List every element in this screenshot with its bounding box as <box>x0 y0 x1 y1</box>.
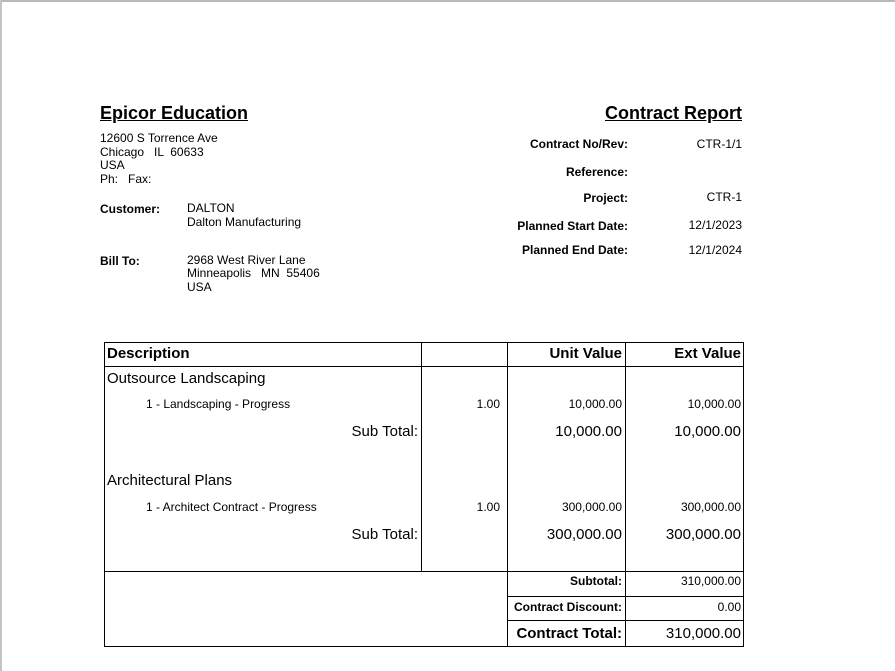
table-rule <box>507 620 744 621</box>
line-item-qty: 1.00 <box>476 397 500 411</box>
totals-subtotal-label: Subtotal: <box>570 574 622 588</box>
project-value: CTR-1 <box>706 190 742 204</box>
subtotal-unit-value: 300,000.00 <box>546 526 622 543</box>
totals-subtotal-value: 310,000.00 <box>680 574 741 588</box>
company-name: Epicor Education <box>100 103 249 123</box>
table-rule <box>104 646 744 647</box>
line-item-unit-value: 300,000.00 <box>561 500 622 514</box>
subtotal-ext-value: 300,000.00 <box>665 526 741 543</box>
line-item-unit-value: 10,000.00 <box>568 397 622 411</box>
col-header-ext-value: Ext Value <box>674 345 741 362</box>
reference-label: Reference: <box>565 165 628 179</box>
contract-no-label: Contract No/Rev: <box>529 137 628 151</box>
col-header-description: Description <box>107 345 190 362</box>
customer-label: Customer: <box>100 202 161 216</box>
subtotal-label: Sub Total: <box>351 423 418 440</box>
planned-end-label: Planned End Date: <box>521 243 628 257</box>
subtotal-ext-value: 10,000.00 <box>674 423 741 440</box>
company-address-line1: 12600 S Torrence Ave <box>100 131 218 145</box>
contract-discount-label: Contract Discount: <box>514 600 622 614</box>
group-title: Outsource Landscaping <box>107 370 266 387</box>
table-rule <box>104 571 744 572</box>
col-header-unit-value: Unit Value <box>549 345 622 362</box>
company-phone-fax: Ph: Fax: <box>100 172 152 186</box>
table-rule <box>421 342 422 572</box>
line-item-description: 1 - Landscaping - Progress <box>146 397 291 411</box>
table-rule <box>104 342 105 647</box>
page-top-border <box>0 0 895 2</box>
table-rule <box>104 342 744 343</box>
table-rule <box>104 366 744 367</box>
contract-no-value: CTR-1/1 <box>696 137 742 151</box>
project-label: Project: <box>583 191 628 205</box>
table-rule <box>743 342 744 647</box>
planned-start-value: 12/1/2023 <box>688 218 742 232</box>
customer-name: Dalton Manufacturing <box>187 215 302 229</box>
bill-to-line2: Minneapolis MN 55406 <box>187 266 320 280</box>
bill-to-country: USA <box>187 280 212 294</box>
planned-start-label: Planned Start Date: <box>517 219 628 233</box>
contract-discount-value: 0.00 <box>717 600 741 614</box>
line-item-description: 1 - Architect Contract - Progress <box>146 500 317 514</box>
contract-total-value: 310,000.00 <box>665 625 741 642</box>
group-title: Architectural Plans <box>107 472 233 489</box>
subtotal-unit-value: 10,000.00 <box>555 423 622 440</box>
bill-to-line1: 2968 West River Lane <box>187 253 306 267</box>
company-address-line2: Chicago IL 60633 <box>100 145 204 159</box>
contract-total-label: Contract Total: <box>516 625 622 642</box>
customer-id: DALTON <box>187 201 235 215</box>
bill-to-label: Bill To: <box>100 254 140 268</box>
report-title: Contract Report <box>604 103 742 123</box>
company-country: USA <box>100 158 125 172</box>
table-rule <box>507 596 744 597</box>
planned-end-value: 12/1/2024 <box>688 243 742 257</box>
subtotal-label: Sub Total: <box>351 526 418 543</box>
line-item-qty: 1.00 <box>476 500 500 514</box>
line-item-ext-value: 10,000.00 <box>687 397 741 411</box>
line-item-ext-value: 300,000.00 <box>680 500 741 514</box>
page-left-border <box>0 0 2 671</box>
